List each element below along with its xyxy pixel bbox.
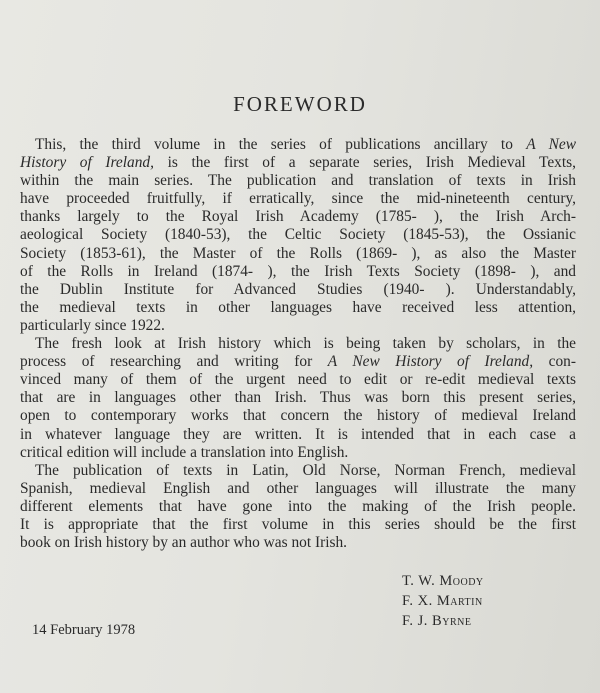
text-segment: open to contemporary works that concern the history of medieval Ireland [20,407,576,425]
text-segment: the medieval texts in other languages have received less attention, [20,298,576,316]
text-segment: particularly since 1922. [20,316,165,334]
text-line [20,444,576,462]
text-line [20,426,576,444]
text-segment: of the Rolls in Ireland (1874- ), the Irish Texts Society (1898- ), and [20,262,576,280]
paragraph [20,335,576,462]
text-line [20,245,576,263]
text-line [20,389,576,407]
text-line [20,208,576,226]
signatory: F. X. Martin [402,593,483,609]
text-segment: in whatever language they are written. It is intended that in each case a [20,425,576,443]
text-line [20,407,576,425]
text-segment: that are in languages other than Irish. Thus was born this present series, [20,389,576,407]
text-segment: different elements that have gone into the making of the Irish people. [20,497,576,515]
text-segment: Society (1853-61), the Master of the Rolls (1869- ), as also the Master [20,244,576,262]
text-line [20,226,576,244]
text-segment: have proceeded fruitfully, if erratically, since the mid-nineteenth century, [20,190,576,208]
text-line [20,462,576,480]
text-segment: It is appropriate that the first volume in this series should be the first [20,515,576,533]
text-segment: The publication of texts in Latin, Old Norse, Norman French, medieval [35,461,576,479]
text-segment: within the main series. The publication and translation of texts in Irish [20,172,576,190]
text-line [20,534,576,552]
paragraph [20,462,576,552]
text-segment: aeological Society (1840-53), the Celtic Society (1845-53), the Ossianic [20,226,576,244]
signatories [402,571,484,631]
text-line [20,371,576,389]
text-line [20,335,576,353]
text-line [20,480,576,498]
page-title: FOREWORD [233,92,367,116]
foreword-date: 14 February 1978 [32,622,136,638]
book-title: A New [526,136,576,153]
text-segment: thanks largely to the Royal Irish Academy (1785- ), the Irish Arch- [20,208,576,226]
text-segment: is the first of a separate series, Irish Medieval Texts, [153,154,576,172]
text-line [20,154,576,172]
text-segment: Spanish, medieval English and other languages will illustrate the many [20,479,576,497]
text-line [20,190,576,208]
foreword-body [20,136,576,552]
text-line [20,281,576,299]
signatory: F. J. Byrne [402,613,472,629]
paragraph [20,136,576,335]
text-segment: the Dublin Institute for Advanced Studies (1940- ). Understandably, [20,280,576,298]
text-line [20,299,576,317]
text-line [20,498,576,516]
text-line [20,172,576,190]
text-line [20,263,576,281]
text-segment: The fresh look at Irish history which is being taken by scholars, in the [35,335,576,353]
book-title: A New History of Ireland, [327,353,534,371]
text-segment: process of researching and writing for [20,353,328,371]
text-segment: This, the third volume in the series of publications ancillary to [35,136,527,153]
book-title: History of Ireland, [20,154,154,172]
text-segment: critical edition will include a translation into English. [20,443,349,461]
text-line [20,136,576,154]
text-line [20,353,576,371]
text-segment: vinced many of them of the urgent need to edit or re-edit medieval texts [20,371,576,389]
signatory: T. W. Moody [402,573,484,589]
text-segment: book on Irish history by an author who was not Irish. [20,534,348,552]
text-segment: con- [533,353,576,371]
text-line [20,516,576,534]
text-line [20,317,576,335]
